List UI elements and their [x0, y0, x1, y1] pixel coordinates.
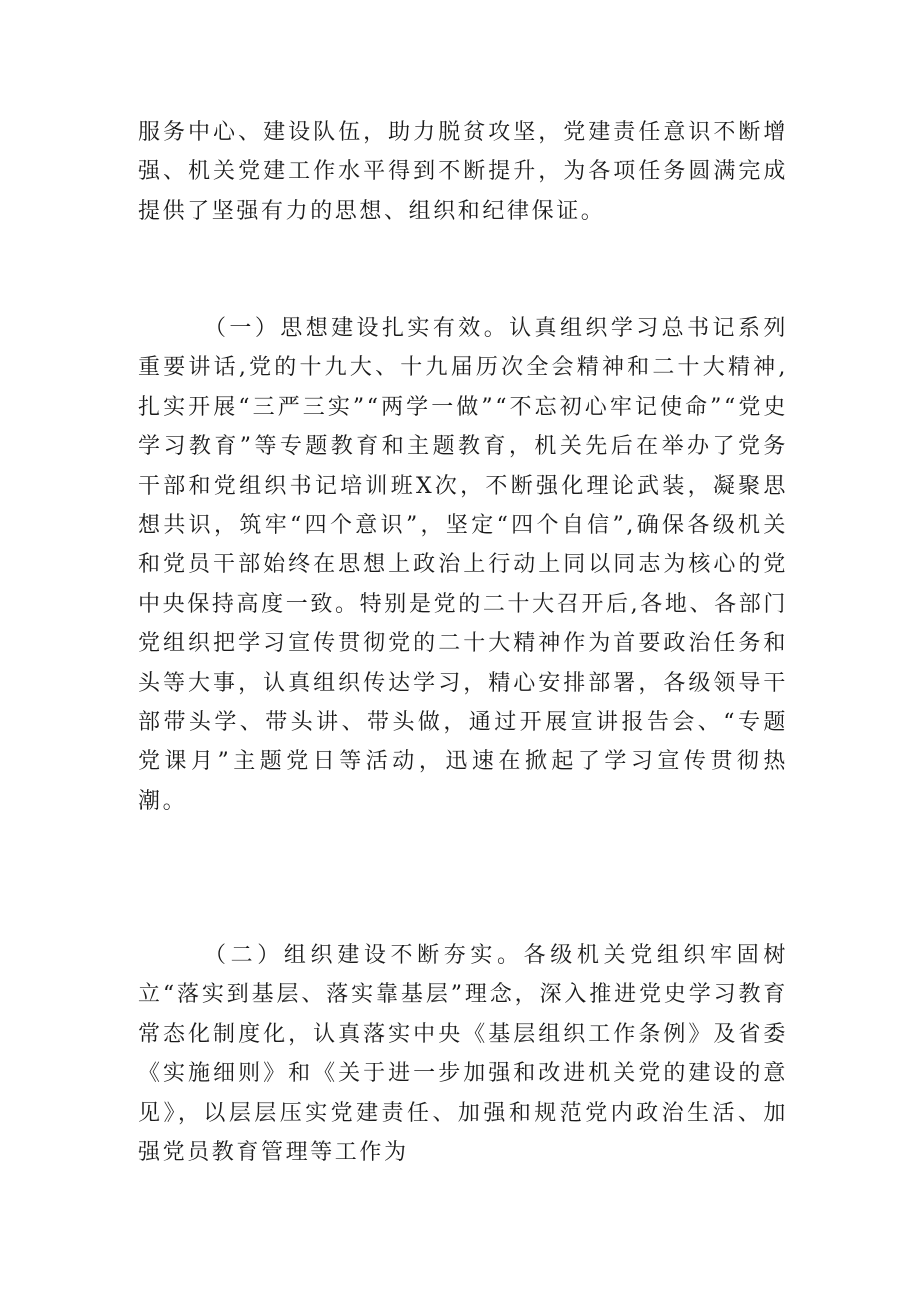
- paragraph-organizational-building: （二）组织建设不断夯实。各级机关党组织牢固树立“落实到基层、落实靠基层”理念，深入推进党史学习教育常态化制度化，认真落实中央《基层组织工作条例》及省委《实施细则》和《关于进一步加强和改进机关党的建设的意见》，以层层压实党建责任、加强和规范党内政治生活、加强党员教育管理等工作为: [138, 943, 788, 1166]
- paragraph-ideological-building: （一）思想建设扎实有效。认真组织学习总书记系列重要讲话,党的十九大、十九届历次全会精神和二十大精神,扎实开展“三严三实”“两学一做”“不忘初心牢记使命”“党史学习教育”等专题教育和主题教育，机关先后在举办了党务干部和党组织书记培训班X次，不断强化理论武装，凝聚思想共识，筑牢“四个意识”，坚定“四个自信”,确保各级机关和党员干部始终在思想上政治上行动上同以同志为核心的党中央保持高度一致。特别是党的二十大召开后,各地、各部门党组织把学习宣传贯彻党的二十大精神作为首要政治任务和头等大事，认真组织传达学习，精心安排部署，各级领导干部带头学、带头讲、带头做，通过开展宣讲报告会、“专题党课月”主题党日等活动，迅速在掀起了学习宣传贯彻热潮。: [138, 316, 788, 814]
- paragraph-continuation: 服务中心、建设队伍，助力脱贫攻坚，党建责任意识不断增强、机关党建工作水平得到不断提升，为各项任务圆满完成提供了坚强有力的思想、组织和纪律保证。: [138, 120, 788, 224]
